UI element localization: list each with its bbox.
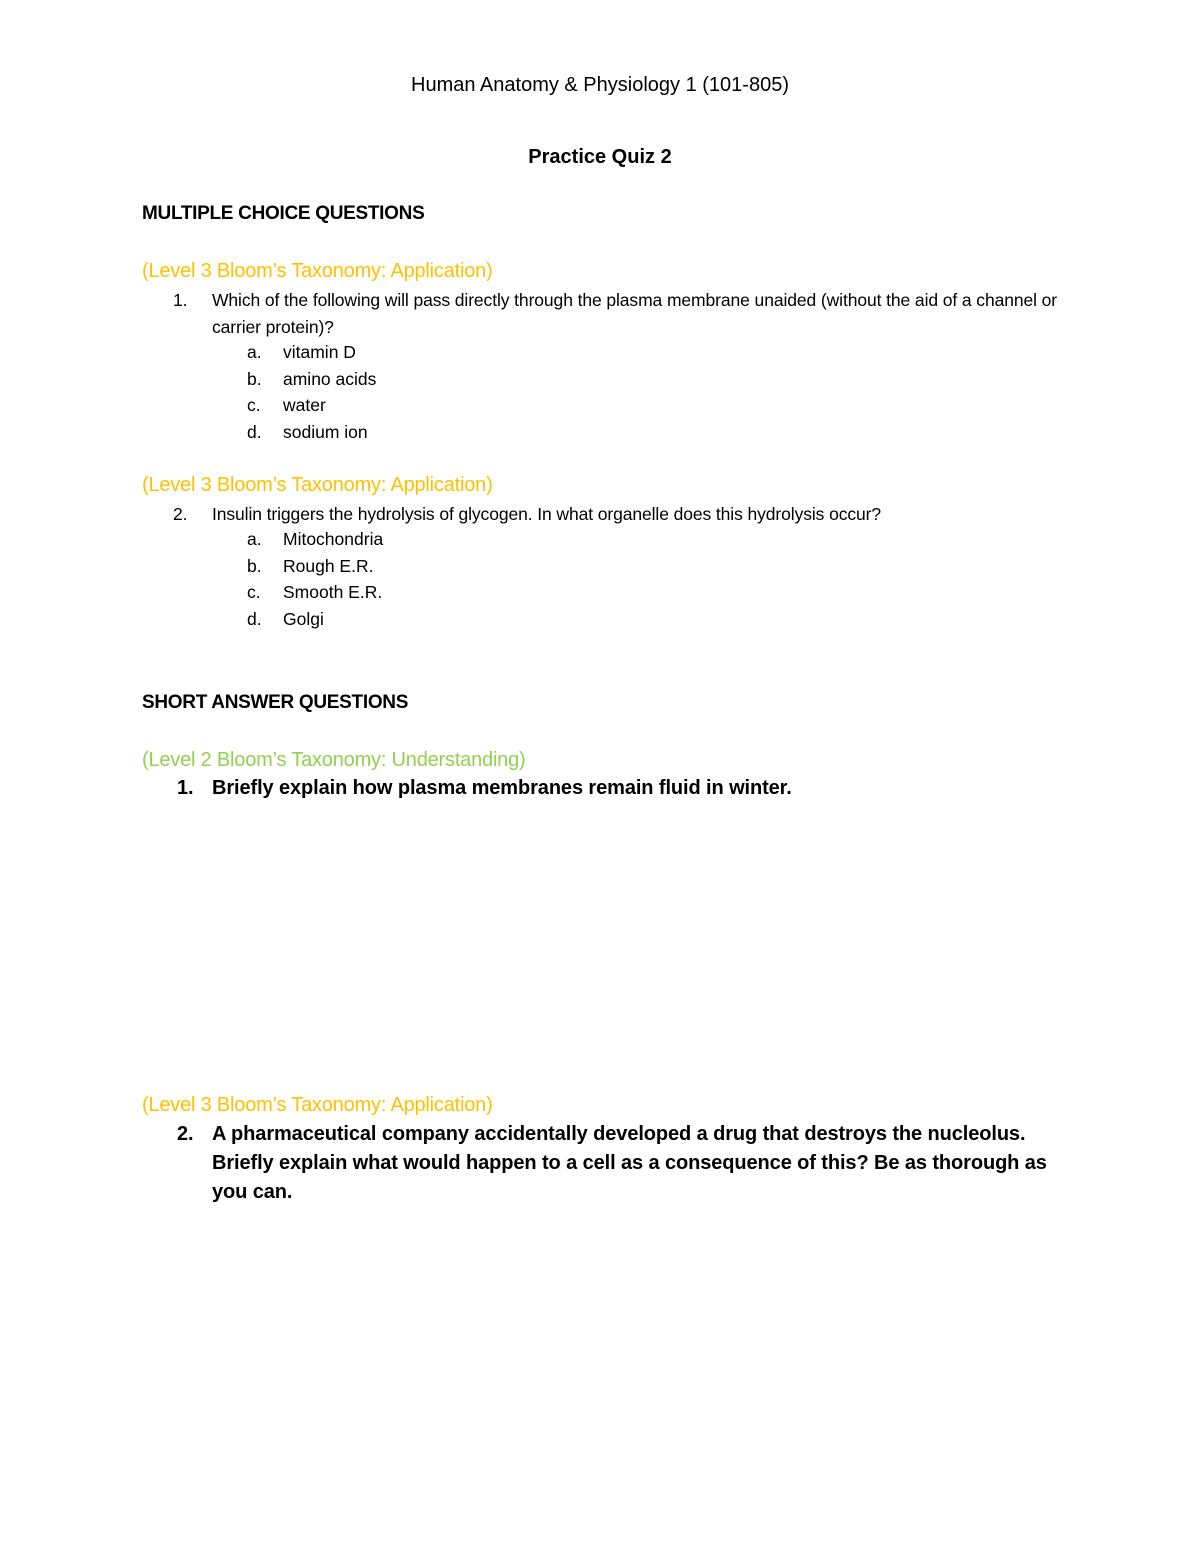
- option-text: water: [283, 395, 326, 416]
- question-text: Insulin triggers the hydrolysis of glycogen. In what organelle does this hydrolysis occur?: [212, 504, 881, 524]
- question-text: Which of the following will pass directly through the plasma membrane unaided (without the aid of a channel or carrier protein)?: [212, 290, 1058, 337]
- option-text: Rough E.R.: [283, 555, 374, 576]
- option-letter: d.: [247, 421, 262, 442]
- sa-question-2: [142, 1120, 1062, 1207]
- option-text: Smooth E.R.: [283, 582, 383, 603]
- question-number: 2.: [173, 504, 188, 524]
- mc-question-1: [142, 287, 1082, 340]
- bloom-level-label: (Level 3 Bloom’s Taxonomy: Application): [142, 474, 493, 496]
- option-letter: b.: [247, 368, 262, 389]
- option-letter: d.: [247, 608, 262, 629]
- question-number: 2.: [177, 1123, 194, 1145]
- option-text: amino acids: [283, 368, 377, 389]
- option-letter: b.: [247, 555, 262, 576]
- option-text: sodium ion: [283, 421, 368, 442]
- bloom-level-label: (Level 3 Bloom’s Taxonomy: Application): [142, 1094, 493, 1116]
- option-letter: a.: [247, 342, 262, 362]
- sa-question-1: [142, 774, 1062, 803]
- question-number: 1.: [177, 777, 194, 799]
- question-number: 1.: [173, 290, 188, 310]
- bloom-level-label: (Level 2 Bloom’s Taxonomy: Understanding): [142, 749, 526, 771]
- option-letter: a.: [247, 529, 262, 549]
- quiz-title: Practice Quiz 2: [528, 146, 672, 168]
- short-answer-heading: SHORT ANSWER QUESTIONS: [142, 692, 409, 713]
- multiple-choice-heading: MULTIPLE CHOICE QUESTIONS: [142, 203, 425, 224]
- course-title: Human Anatomy & Physiology 1 (101-805): [411, 74, 789, 96]
- question-text: Briefly explain how plasma membranes remain fluid in winter.: [212, 777, 792, 799]
- option-text: Mitochondria: [283, 529, 384, 549]
- mc-question-2: [142, 501, 1082, 528]
- question-text: A pharmaceutical company accidentally developed a drug that destroys the nucleolus. Briefly explain what would happen to a cell as a consequence of this? Be as thorough as you can.: [212, 1123, 1047, 1203]
- option-text: vitamin D: [283, 342, 356, 362]
- option-letter: c.: [247, 395, 261, 416]
- option-text: Golgi: [283, 608, 324, 629]
- bloom-level-label: (Level 3 Bloom’s Taxonomy: Application): [142, 260, 493, 282]
- option-letter: c.: [247, 582, 261, 603]
